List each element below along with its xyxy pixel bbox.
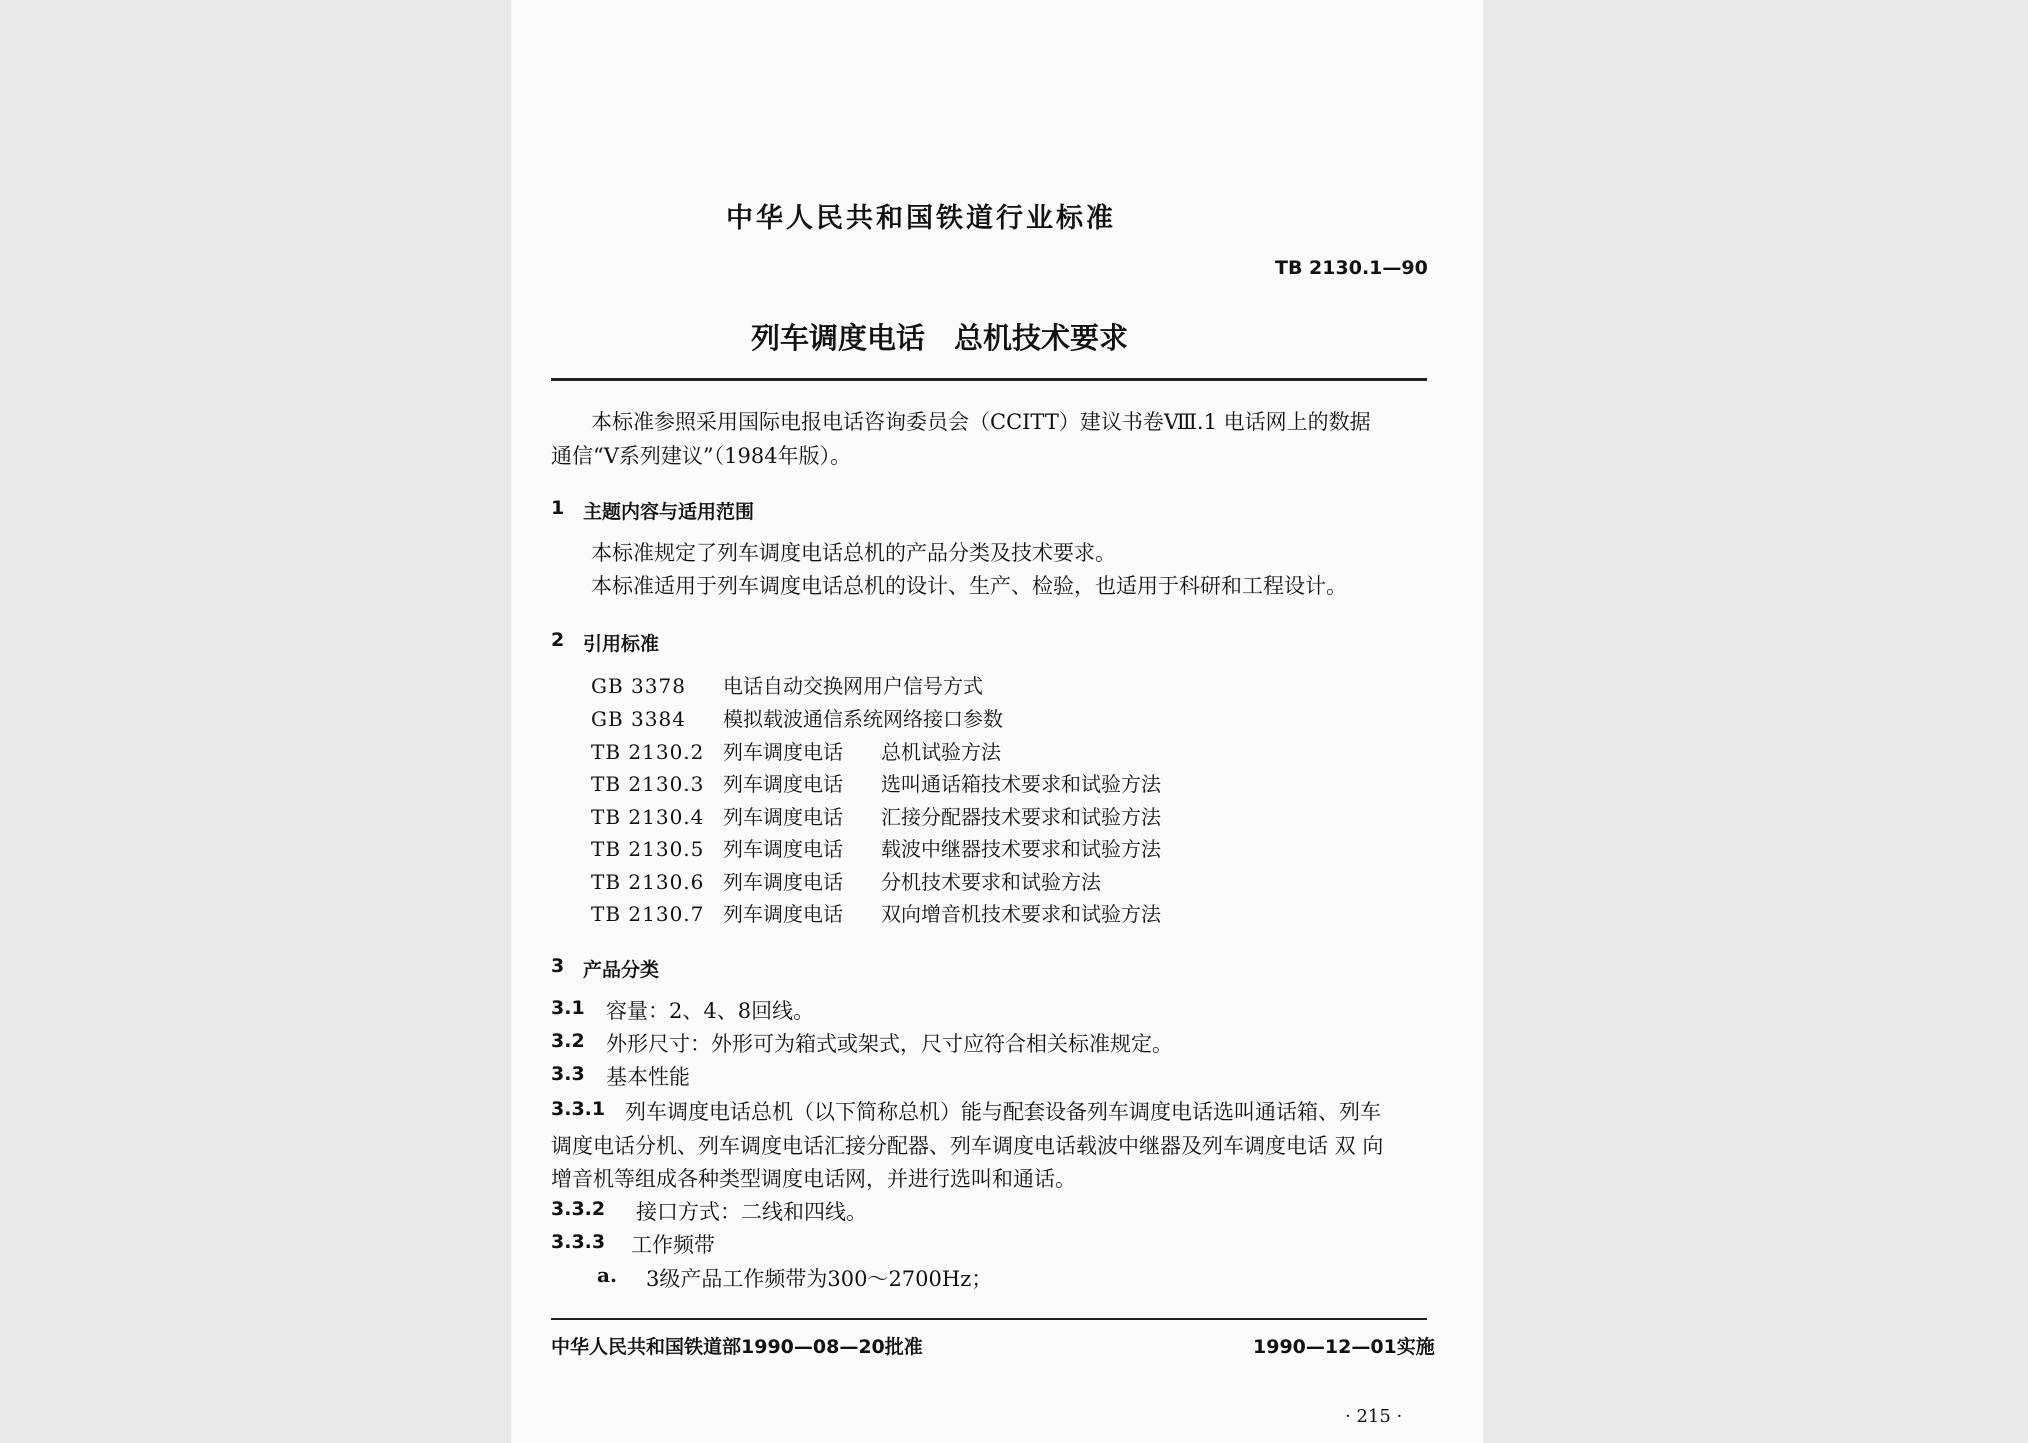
reference-code: TB 2130.6 bbox=[591, 870, 705, 894]
reference-code: TB 2130.2 bbox=[591, 740, 705, 764]
reference-row bbox=[591, 670, 983, 699]
clause-3-1-number: 3.1 bbox=[551, 997, 585, 1019]
reference-title: 模拟载波通信系统网络接口参数 bbox=[723, 707, 1003, 731]
reference-title: 列车调度电话 bbox=[723, 902, 843, 926]
item-a-text: 3级产品工作频带为300～2700Hz； bbox=[646, 1267, 993, 1291]
clause-3-2-number: 3.2 bbox=[551, 1030, 585, 1052]
reference-title: 列车调度电话 bbox=[723, 740, 843, 764]
reference-code: TB 2130.3 bbox=[591, 772, 705, 796]
document-title: 列车调度电话 总机技术要求 bbox=[751, 321, 1129, 355]
section-1-paragraph-1: 本标准规定了列车调度电话总机的产品分类及技术要求。 bbox=[591, 541, 1116, 565]
reference-desc: 载波中继器技术要求和试验方法 bbox=[881, 837, 1161, 861]
section-3-number: 3 bbox=[551, 955, 565, 977]
clause-3-3-number: 3.3 bbox=[551, 1063, 585, 1085]
intro-line-2: 通信“V系列建议”（1984年版）。 bbox=[551, 444, 852, 468]
reference-desc: 总机试验方法 bbox=[881, 740, 1001, 764]
standard-number: TB 2130.1—90 bbox=[1275, 257, 1428, 279]
reference-title: 列车调度电话 bbox=[723, 805, 843, 829]
clause-3-3-1-line-2: 调度电话分机、列车调度电话汇接分配器、列车调度电话载波中继器及列车调度电话 双 向 bbox=[551, 1134, 1384, 1158]
reference-row bbox=[591, 736, 1001, 765]
reference-row bbox=[591, 703, 1003, 732]
title-divider bbox=[551, 378, 1427, 381]
section-1-heading: 主题内容与适用范围 bbox=[583, 501, 755, 523]
clause-3-3-1-line-1: 列车调度电话总机（以下简称总机）能与配套设备列车调度电话选叫通话箱、列车 bbox=[625, 1100, 1381, 1124]
reference-row bbox=[591, 833, 1161, 862]
footer-divider bbox=[551, 1318, 1427, 1320]
reference-desc: 双向增音机技术要求和试验方法 bbox=[881, 902, 1161, 926]
reference-title: 列车调度电话 bbox=[723, 837, 843, 861]
clause-3-3-1-number: 3.3.1 bbox=[551, 1098, 606, 1120]
clause-3-3-3-number: 3.3.3 bbox=[551, 1231, 606, 1253]
section-2-number: 2 bbox=[551, 629, 565, 651]
document-page bbox=[511, 0, 1483, 1443]
clause-3-3-1-line-3: 增音机等组成各种类型调度电话网，并进行选叫和通话。 bbox=[551, 1167, 1076, 1191]
section-2-heading: 引用标准 bbox=[583, 633, 660, 655]
reference-desc: 分机技术要求和试验方法 bbox=[881, 870, 1101, 894]
page-number: · 215 · bbox=[1345, 1406, 1403, 1427]
org-title: 中华人民共和国铁道行业标准 bbox=[726, 203, 1116, 234]
section-3-heading: 产品分类 bbox=[583, 959, 660, 981]
reference-title: 列车调度电话 bbox=[723, 870, 843, 894]
reference-title: 电话自动交换网用户信号方式 bbox=[723, 674, 983, 698]
reference-desc: 选叫通话箱技术要求和试验方法 bbox=[881, 772, 1161, 796]
clause-3-3-3-text: 工作频带 bbox=[631, 1233, 715, 1257]
reference-row bbox=[591, 801, 1161, 830]
item-a-label: a. bbox=[597, 1263, 617, 1287]
section-1-paragraph-2: 本标准适用于列车调度电话总机的设计、生产、检验，也适用于科研和工程设计。 bbox=[591, 574, 1347, 598]
section-1-number: 1 bbox=[551, 497, 565, 519]
reference-row bbox=[591, 898, 1161, 927]
clause-3-3-text: 基本性能 bbox=[606, 1065, 690, 1089]
reference-code: TB 2130.5 bbox=[591, 837, 705, 861]
clause-3-2-text: 外形尺寸：外形可为箱式或架式，尺寸应符合相关标准规定。 bbox=[606, 1032, 1173, 1056]
reference-code: TB 2130.7 bbox=[591, 902, 705, 926]
effective-date: 1990—12—01实施 bbox=[1253, 1336, 1435, 1358]
approval-line: 中华人民共和国铁道部1990—08—20批准 bbox=[551, 1336, 923, 1358]
clause-3-3-2-text: 接口方式：二线和四线。 bbox=[636, 1200, 867, 1224]
clause-3-3-2-number: 3.3.2 bbox=[551, 1198, 606, 1220]
reference-title: 列车调度电话 bbox=[723, 772, 843, 796]
clause-3-1-text: 容量：2、4、8回线。 bbox=[606, 999, 815, 1023]
reference-code: GB 3378 bbox=[591, 674, 686, 698]
reference-row bbox=[591, 866, 1101, 895]
reference-desc: 汇接分配器技术要求和试验方法 bbox=[881, 805, 1161, 829]
reference-code: TB 2130.4 bbox=[591, 805, 705, 829]
reference-row bbox=[591, 768, 1161, 797]
reference-code: GB 3384 bbox=[591, 707, 686, 731]
intro-line-1: 本标准参照采用国际电报电话咨询委员会（CCITT）建议书卷Ⅷ.1 电话网上的数据 bbox=[591, 410, 1371, 434]
